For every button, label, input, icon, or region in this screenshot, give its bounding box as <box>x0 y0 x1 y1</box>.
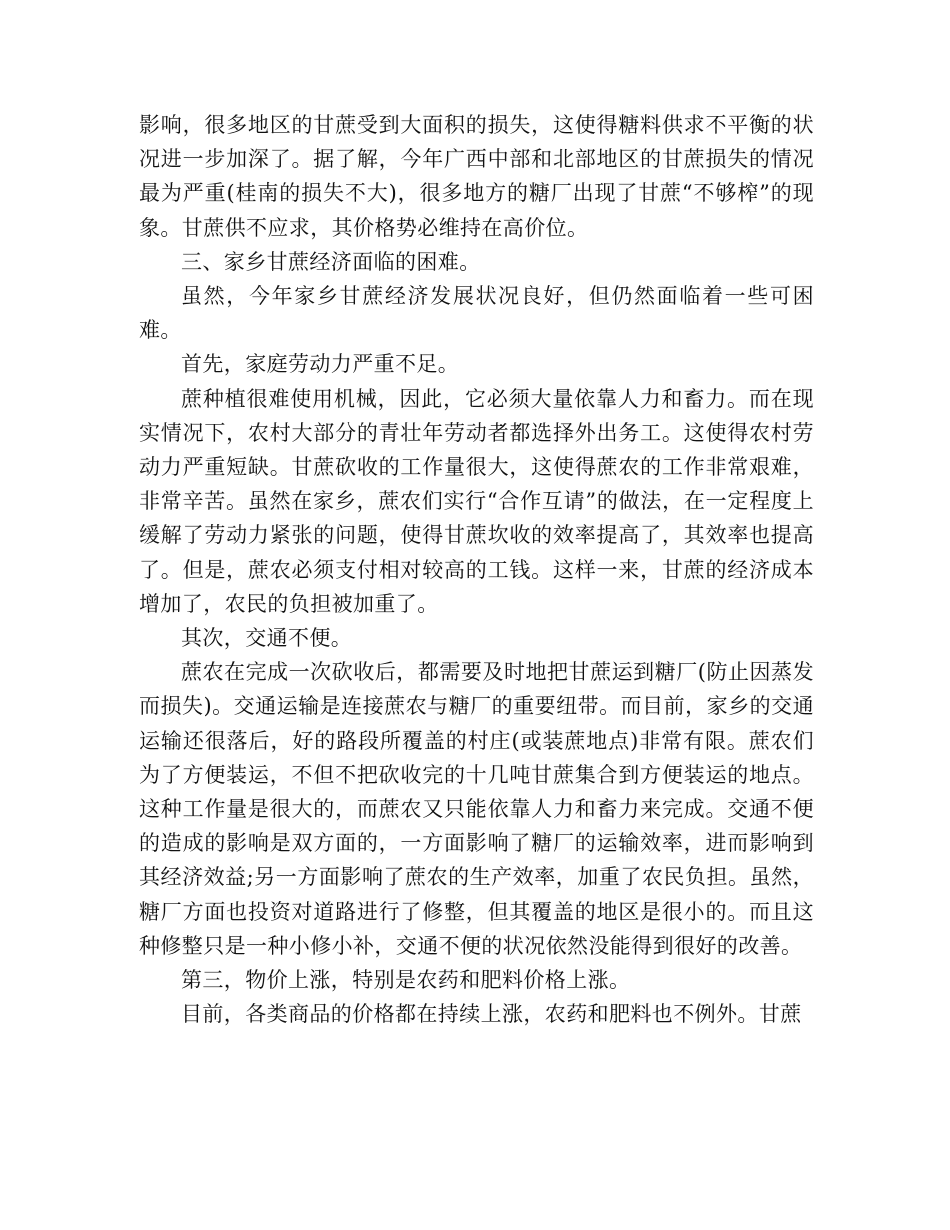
subheading-second: 其次，交通不便。 <box>181 626 353 651</box>
document-body <box>139 108 814 1031</box>
subheading-first: 首先，家庭劳动力严重不足。 <box>181 352 460 377</box>
paragraph-intro: 虽然，今年家乡甘蔗经济发展状况良好，但仍然面临着一些可困难。 <box>139 284 814 343</box>
paragraph-1: 影响，很多地区的甘蔗受到大面积的损失，这使得糖料供求不平衡的状况进一步加深了。据了解，今年广西中部和北部地区的甘蔗损失的情况最为严重(桂南的损失不大)，很多地方的糖厂出现了甘蔗“不够榨”的现象。甘蔗供不应求，其价格势必维持在高价位。 <box>139 113 814 240</box>
paragraph-labor: 蔗种植很难使用机械，因此，它必须大量依靠人力和畜力。而在现实情况下，农村大部分的青壮年劳动者都选择外出务工。这使得农村劳动力严重短缺。甘蔗砍收的工作量很大，这使得蔗农的工作非常艰难，非常辛苦。虽然在家乡，蔗农们实行“合作互请”的做法，在一定程度上缓解了劳动力紧张的问题，使得甘蔗坎收的效率提高了，其效率也提高了。但是，蔗农必须支付相对较高的工钱。这样一来，甘蔗的经济成本增加了，农民的负担被加重了。 <box>139 386 814 616</box>
section-heading-3: 三、家乡甘蔗经济面临的困难。 <box>181 249 481 274</box>
subheading-third: 第三，物价上涨，特别是农药和肥料价格上涨。 <box>181 968 631 993</box>
paragraph-transport: 蔗农在完成一次砍收后，都需要及时地把甘蔗运到糖厂(防止因蒸发而损失)。交通运输是连接蔗农与糖厂的重要纽带。而目前，家乡的交通运输还很落后，好的路段所覆盖的村庄(或装蔗地点)非常有限。蔗农们为了方便装运，不但不把砍收完的十几吨甘蔗集合到方便装运的地点。这种工作量是很大的，而蔗农又只能依靠人力和畜力来完成。交通不便的造成的影响是双方面的，一方面影响了糖厂的运输效率，进而影响到其经济效益;另一方面影响了蔗农的生产效率，加重了农民负担。虽然，糖厂方面也投资对道路进行了修整，但其覆盖的地区是很小的。而且这种修整只是一种小修小补，交通不便的状况依然没能得到很好的改善。 <box>139 660 814 958</box>
paragraph-prices: 目前，各类商品的价格都在持续上涨，农药和肥料也不例外。甘蔗 <box>181 1002 802 1027</box>
